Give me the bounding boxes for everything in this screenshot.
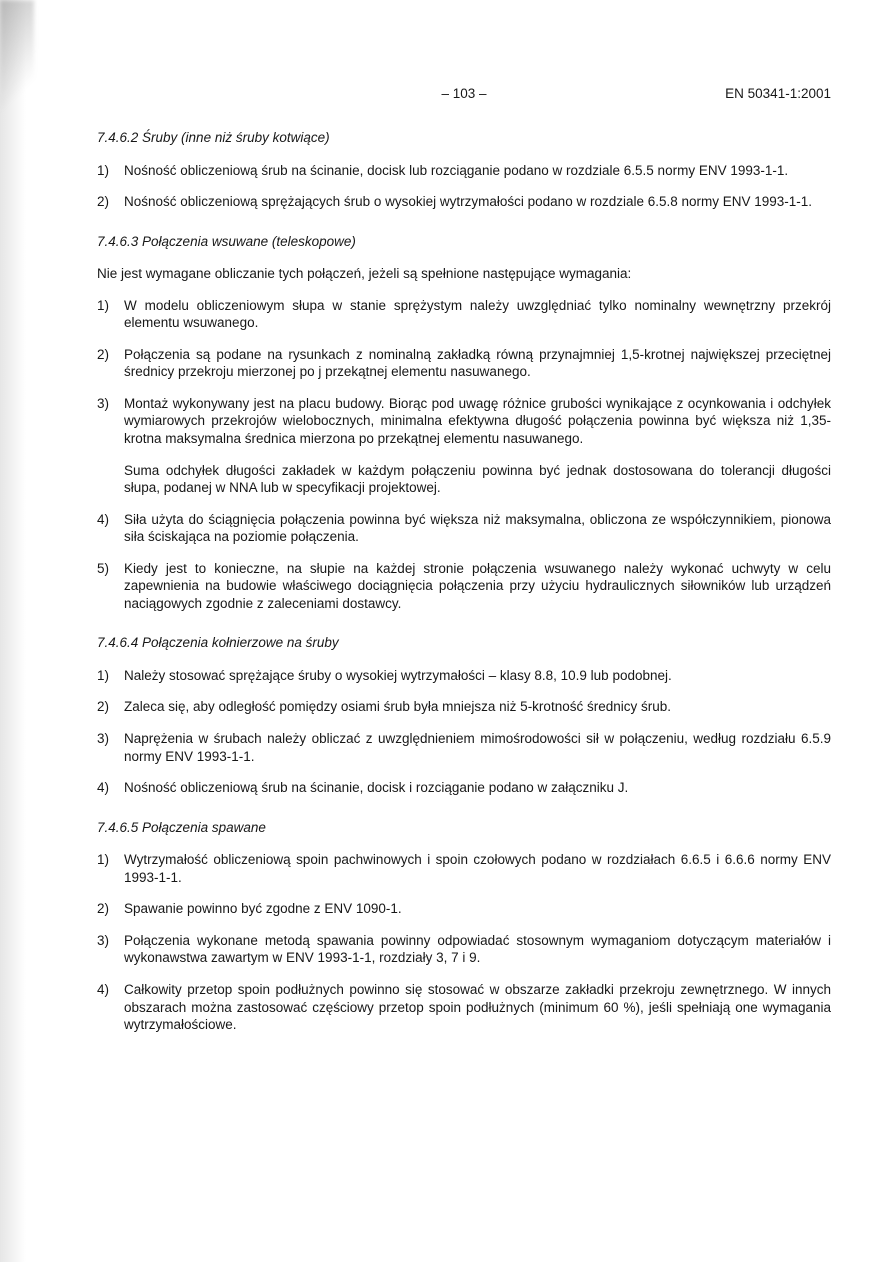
list-item bbox=[97, 560, 831, 613]
item-number: 2) bbox=[97, 699, 110, 715]
page-number: – 103 – bbox=[441, 86, 487, 101]
list-item bbox=[97, 162, 831, 180]
list-item bbox=[97, 297, 831, 332]
item-text: Spawanie powinno być zgodne z ENV 1090-1. bbox=[124, 901, 402, 917]
item-number: 3) bbox=[97, 731, 110, 747]
item-number: 3) bbox=[97, 932, 110, 948]
list-item bbox=[97, 932, 831, 967]
list-item bbox=[97, 698, 831, 716]
item-number: 1) bbox=[97, 852, 110, 868]
item-text: Kiedy jest to konieczne, na słupie na każdej stronie połączenia wsuwanego należy wykonać uchwyty w celu zapewnienia na budowie właściwego dociągnięcia połączenia przy użyciu hydraulicznych siłowników lub urządzeń naciągowych zgodnie z zaleceniami dostawcy. bbox=[124, 560, 831, 611]
item-text: Naprężenia w śrubach należy obliczać z uwzględnieniem mimośrodowości sił w połączeniu, według rozdziału 6.5.9 normy ENV 1993-1-1. bbox=[124, 731, 831, 764]
list-item bbox=[97, 779, 831, 797]
section-7-4-6-2 bbox=[97, 129, 831, 211]
item-text: Należy stosować sprężające śruby o wysokiej wytrzymałości – klasy 8.8, 10.9 lub podobnej. bbox=[124, 667, 672, 683]
section-7-4-6-3 bbox=[97, 233, 831, 613]
item-number: 1) bbox=[97, 162, 110, 178]
list-item bbox=[97, 193, 831, 211]
item-number: 5) bbox=[97, 560, 110, 576]
item-number: 2) bbox=[97, 901, 110, 917]
item-continuation-paragraph: Suma odchyłek długości zakładek w każdym połączeniu powinna być jednak dostosowana do tolerancji długości słupa, podanej w NNA lub w specyfikacji projektowej. bbox=[124, 462, 831, 496]
section-heading: 7.4.6.2 Śruby (inne niż śruby kotwiące) bbox=[97, 130, 330, 145]
item-number: 2) bbox=[97, 346, 110, 362]
list-item bbox=[97, 395, 831, 448]
section-7-4-6-5 bbox=[97, 819, 831, 1034]
item-number: 4) bbox=[97, 981, 110, 997]
item-number: 1) bbox=[97, 667, 110, 683]
item-text: Nośność obliczeniową śrub na ścinanie, docisk i rozciąganie podano w załączniku J. bbox=[124, 780, 629, 796]
section-heading: 7.4.6.4 Połączenia kołnierzowe na śruby bbox=[97, 635, 339, 651]
item-number: 3) bbox=[97, 395, 110, 411]
item-text: Nośność obliczeniową śrub na ścinanie, docisk lub rozciąganie podano w rozdziale 6.5.5 normy ENV 1993-1-1. bbox=[124, 162, 789, 178]
item-text: Zaleca się, aby odległość pomiędzy osiami śrub była mniejsza niż 5-krotność średnicy śrub. bbox=[124, 699, 671, 715]
item-text: Połączenia są podane na rysunkach z nominalną zakładką równą przynajmniej 1,5-krotnej największej przeciętnej średnicy przekroju mierzonej po j przekątnej elementu nasuwanego. bbox=[124, 346, 831, 380]
item-text: Montaż wykonywany jest na placu budowy. Biorąc pod uwagę różnice grubości wynikające z ocynkowania i odchyłek wymiarowych przekrojów wielobocznych, minimalna efektywna długość połączenia powinna być większa niż 1,35-krotna maksymalna średnica mierzona po przekątnej elementu nasuwanego. bbox=[124, 395, 831, 447]
intro-paragraph: Nie jest wymagane obliczanie tych połączeń, jeżeli są spełnione następujące wymagania: bbox=[97, 266, 632, 282]
page-content bbox=[97, 85, 831, 1048]
list-item bbox=[97, 667, 831, 685]
page-header bbox=[97, 85, 831, 103]
item-text: Siła użyta do ściągnięcia połączenia powinna być większa niż maksymalna, obliczona ze współczynnikiem, pionowa siła ściskająca na poziomie połączenia. bbox=[124, 511, 831, 545]
item-text: Nośność obliczeniową sprężających śrub o wysokiej wytrzymałości podano w rozdziale 6.5.8 normy ENV 1993-1-1. bbox=[124, 194, 813, 210]
list-item bbox=[97, 900, 831, 918]
section-heading: 7.4.6.5 Połączenia spawane bbox=[97, 819, 266, 835]
item-number: 2) bbox=[97, 194, 110, 210]
item-number: 4) bbox=[97, 780, 110, 796]
standard-reference: EN 50341-1:2001 bbox=[725, 86, 831, 101]
item-text: Połączenia wykonane metodą spawania powinny odpowiadać stosownym wymaganiom dotyczącym materiałów i wykonawstwa zawartym w ENV 1993-1-1, rozdziały 3, 7 i 9. bbox=[124, 932, 831, 966]
section-heading: 7.4.6.3 Połączenia wsuwane (teleskopowe) bbox=[97, 233, 356, 249]
list-item bbox=[97, 730, 831, 765]
item-text: W modelu obliczeniowym słupa w stanie sprężystym należy uwzględniać tylko nominalny wewnętrzny przekrój elementu wsuwanego. bbox=[124, 297, 831, 331]
list-item bbox=[97, 981, 831, 1034]
item-text: Całkowity przetop spoin podłużnych powinno się stosować w obszarze zakładki przekroju zewnętrznego. W innych obszarach można zastosować częściowy przetop spoin podłużnych (minimum 60 %), jeśli spełniają one wymagania wytrzymałościowe. bbox=[124, 981, 831, 1033]
list-item bbox=[97, 851, 831, 886]
section-7-4-6-4 bbox=[97, 634, 831, 796]
scan-edge-shadow bbox=[0, 0, 26, 1262]
list-item bbox=[97, 346, 831, 381]
item-number: 4) bbox=[97, 511, 110, 527]
scan-corner-shadow bbox=[0, 0, 34, 130]
item-number: 1) bbox=[97, 297, 110, 313]
list-item bbox=[97, 511, 831, 546]
item-text: Wytrzymałość obliczeniową spoin pachwinowych i spoin czołowych podano w rozdziałach 6.6.5 i 6.6.6 normy ENV 1993-1-1. bbox=[124, 852, 831, 885]
